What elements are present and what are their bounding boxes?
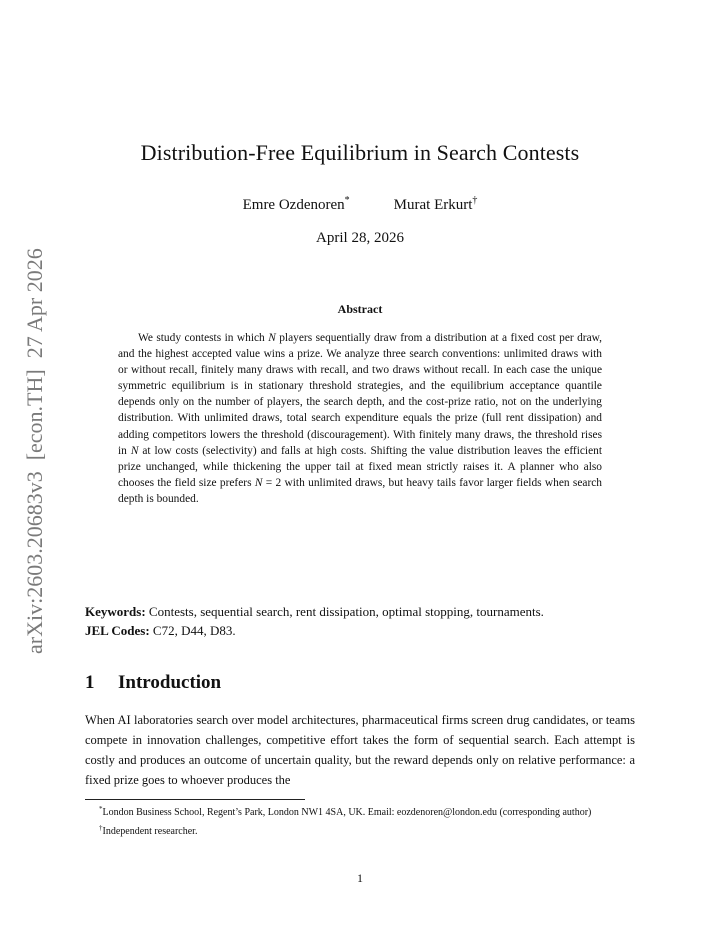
- footnote-rule: [85, 799, 305, 800]
- footnote-2: [85, 821, 635, 840]
- math-n: N: [268, 332, 276, 344]
- section-heading: [85, 672, 221, 694]
- keywords-text: Contests, sequential search, rent dissipation, optimal stopping, tournaments.: [145, 604, 544, 619]
- jel-line: [85, 621, 645, 640]
- abstract-text: players sequentially draw from a distribution at a fixed cost per draw, and the highest accepted value wins a prize. We analyze three search conventions: unlimited draws with or without recall, finitely many draws with recall, and two draws without recall. In each case the unique symmetric equilibrium is in stationary threshold strategies, and the equilibrium acceptance quantile depends only on the number of players, the search depth, and the cost-prize ratio, not on the underlying distribution. With unlimited draws, total search expenditure equals the prize (full rent dissipation) and adding competitors lowers the threshold (discouragement). With finitely many draws, the threshold rises in: [118, 332, 602, 457]
- paper-date: April 28, 2026: [316, 230, 404, 246]
- author-1-name: Emre Ozdenoren: [242, 197, 345, 213]
- abstract-text: at low costs (selectivity) and falls at high costs. Shifting the value distribution leaves the efficient prize unchanged, while thickening the upper tail at fixed mean strictly raises it. A planner who also chooses the field size prefers: [118, 444, 602, 489]
- abstract-text: We study contests in which: [138, 332, 269, 344]
- author-2-name: Murat Erkurt: [393, 197, 473, 213]
- footnote-2-text: Independent researcher.: [102, 825, 198, 837]
- abstract-heading: Abstract: [337, 302, 383, 316]
- author-list: [0, 195, 720, 214]
- math-n: N: [130, 444, 139, 457]
- section-title: Introduction: [118, 672, 222, 693]
- math-n: N: [254, 476, 263, 489]
- footnote-1-text: London Business School, Regent’s Park, London NW1 4SA, UK. Email: eozdenoren@london.edu (corresponding author): [102, 807, 592, 818]
- footnote-1: [85, 802, 635, 821]
- section-number: 1: [85, 672, 95, 693]
- footnotes: [85, 802, 635, 839]
- abstract-text: = 2 with unlimited draws, but heavy tails favor larger fields when search depth is bounded.: [118, 476, 602, 505]
- page-number: 1: [357, 871, 363, 885]
- keywords-line: [85, 602, 645, 621]
- keywords-label: Keywords:: [85, 604, 146, 619]
- author-1-footnote-mark[interactable]: *: [344, 195, 350, 206]
- abstract-body: [118, 330, 602, 507]
- author-2-footnote-mark[interactable]: †: [472, 195, 478, 206]
- intro-paragraph: When AI laboratories search over model architectures, pharmaceutical firms screen drug candidates, or teams compete in innovation challenges, competitive effort takes the form of sequential search. Each attempt is costly and produces an outcome of uncertain quality, but the reward depends only on relative performance: a fixed prize goes to whoever produces the: [85, 713, 635, 787]
- paper-title: Distribution-Free Equilibrium in Search Contests: [140, 140, 580, 165]
- author-2: [394, 195, 478, 214]
- arxiv-stamp-text: arXiv:2603.20683v3 [econ.TH] 27 Apr 2026: [22, 248, 47, 654]
- author-1: [243, 195, 350, 214]
- jel-label: JEL Codes:: [85, 623, 150, 638]
- footnote-2-mark: †: [99, 823, 103, 832]
- jel-text: C72, D44, D83.: [149, 623, 236, 638]
- footnote-1-mark: *: [99, 805, 103, 813]
- keywords-block: [85, 602, 645, 640]
